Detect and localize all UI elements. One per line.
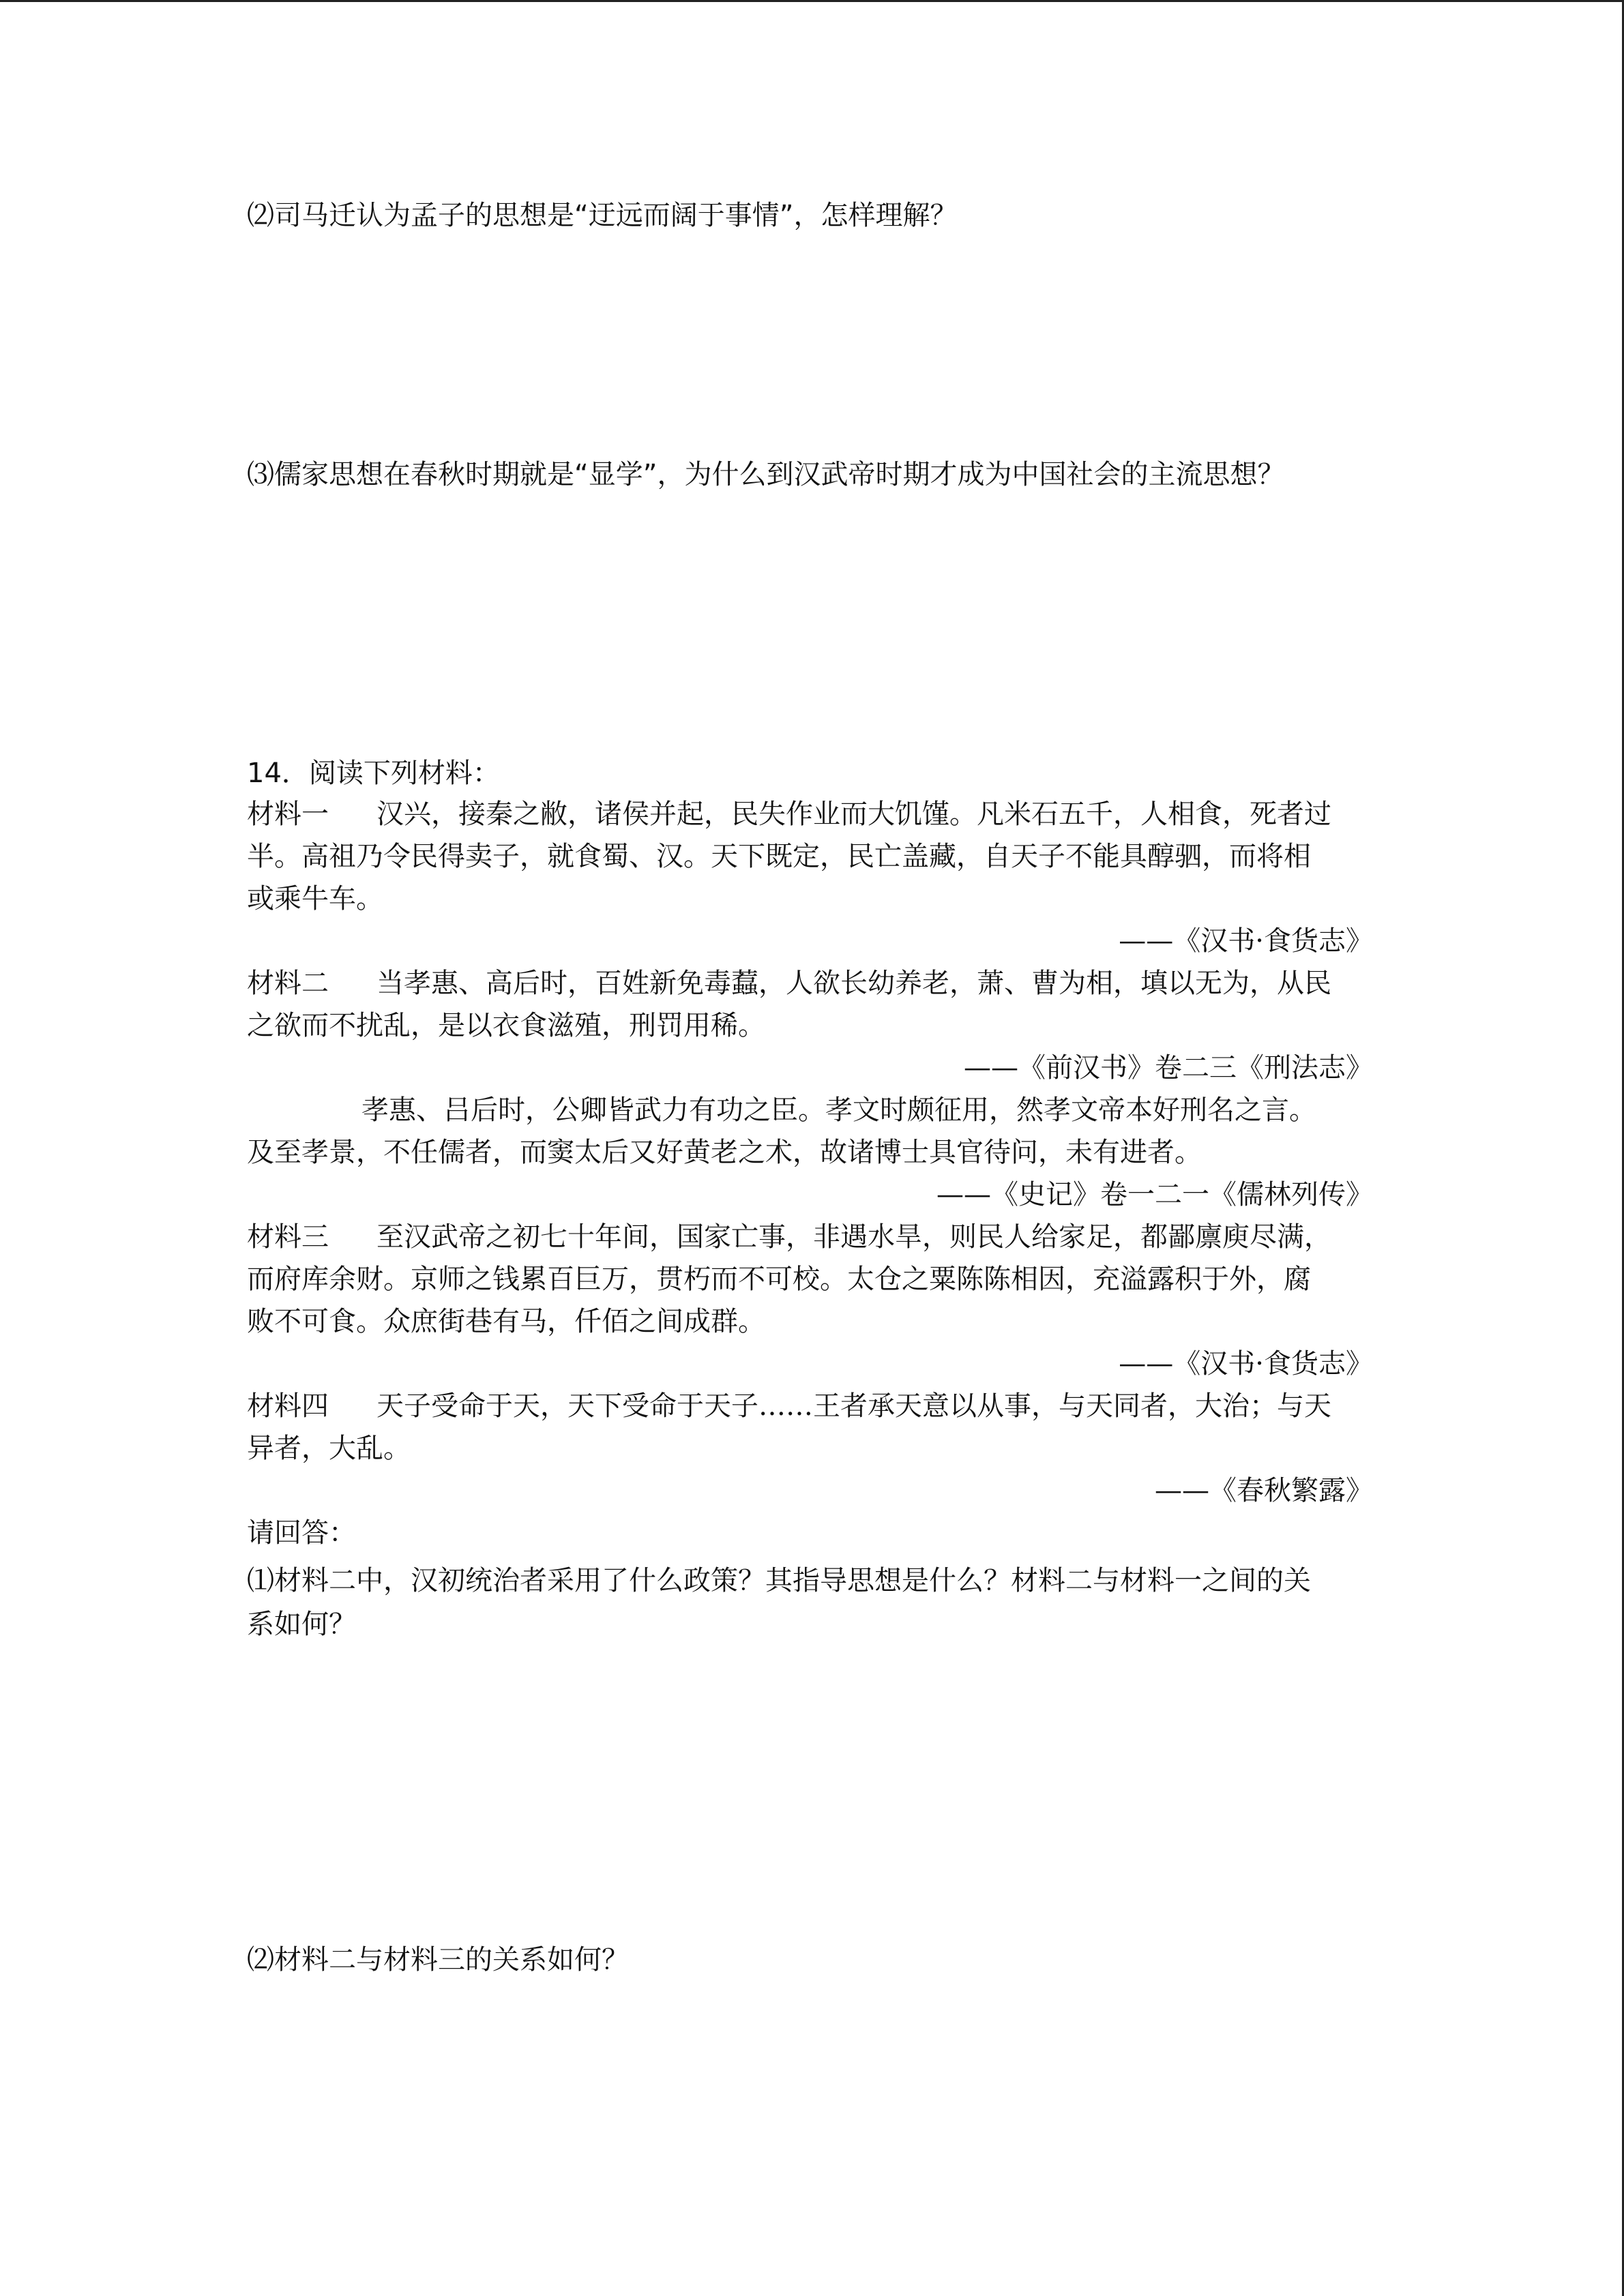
material-4-source: ——《春秋繁露》 [1155, 1475, 1373, 1506]
material-4-label: 材料四 [247, 1390, 329, 1422]
material-2-line-3: 孝惠、吕后时，公卿皆武力有功之臣。孝文时颇征用，然孝文帝本好刑名之言。 [361, 1094, 1316, 1126]
question-14-2: ⑵材料二与材料三的关系如何？ [247, 1944, 629, 1976]
question-14-1-line-2: 系如何？ [247, 1609, 356, 1640]
material-2-line-2: 之欲而不扰乱，是以衣食滋殖，刑罚用稀。 [247, 1010, 765, 1041]
material-4-line-2: 异者，大乱。 [247, 1433, 411, 1464]
material-3-source: ——《汉书·食货志》 [1119, 1348, 1373, 1380]
material-2-text-1: 当孝惠、高后时，百姓新免毒蠚，人欲长幼养老，萧、曹为相，填以无为，从民 [377, 968, 1331, 999]
material-4-line-1 [247, 1386, 1331, 1427]
question-2: ⑵司马迁认为孟子的思想是“迂远而阔于事情”，怎样理解？ [247, 200, 958, 231]
question-3: ⑶儒家思想在春秋时期就是“显学”，为什么到汉武帝时期才成为中国社会的主流思想？ [247, 459, 1285, 490]
material-3-line-3: 败不可食。众庶街巷有马，仟佰之间成群。 [247, 1306, 765, 1337]
material-1-label: 材料一 [247, 799, 329, 830]
material-4-text-1: 天子受命于天，天下受命于天子……王者承天意以从事，与天同者，大治；与天 [377, 1390, 1331, 1422]
material-2-source-1: ——《前汉书》卷二三《刑法志》 [964, 1052, 1373, 1084]
material-2-source-2: ——《史记》卷一二一《儒林列传》 [936, 1179, 1373, 1210]
page-border-top [0, 0, 1624, 2]
material-3-line-1 [247, 1217, 1331, 1257]
material-1-text-1: 汉兴，接秦之敝，诸侯并起，民失作业而大饥馑。凡米石五千，人相食，死者过 [377, 799, 1331, 830]
material-1-line-3: 或乘牛车。 [247, 883, 383, 914]
question-14-1-line-1: ⑴材料二中，汉初统治者采用了什么政策？其指导思想是什么？材料二与材料一之间的关 [247, 1565, 1311, 1596]
material-1-line-2: 半。高祖乃令民得卖子，就食蜀、汉。天下既定，民亡盖藏，自天子不能具醇驷，而将相 [247, 841, 1311, 872]
question-14-heading: 14．阅读下列材料： [247, 758, 500, 789]
material-3-label: 材料三 [247, 1221, 329, 1253]
material-2-line-1 [247, 963, 1331, 1004]
answer-prompt: 请回答： [247, 1517, 356, 1549]
material-2-line-4: 及至孝景，不任儒者，而窦太后又好黄老之术，故诸博士具官待问，未有进者。 [247, 1137, 1202, 1168]
material-3-line-2: 而府库余财。京师之钱累百巨万，贯朽而不可校。太仓之粟陈陈相因，充溢露积于外，腐 [247, 1264, 1311, 1295]
material-3-text-1: 至汉武帝之初七十年间，国家亡事，非遇水旱，则民人给家足，都鄙廪庾尽满， [377, 1221, 1331, 1253]
material-1-source: ——《汉书·食货志》 [1119, 925, 1373, 957]
material-2-label: 材料二 [247, 968, 329, 999]
material-1-line-1 [247, 794, 1331, 835]
